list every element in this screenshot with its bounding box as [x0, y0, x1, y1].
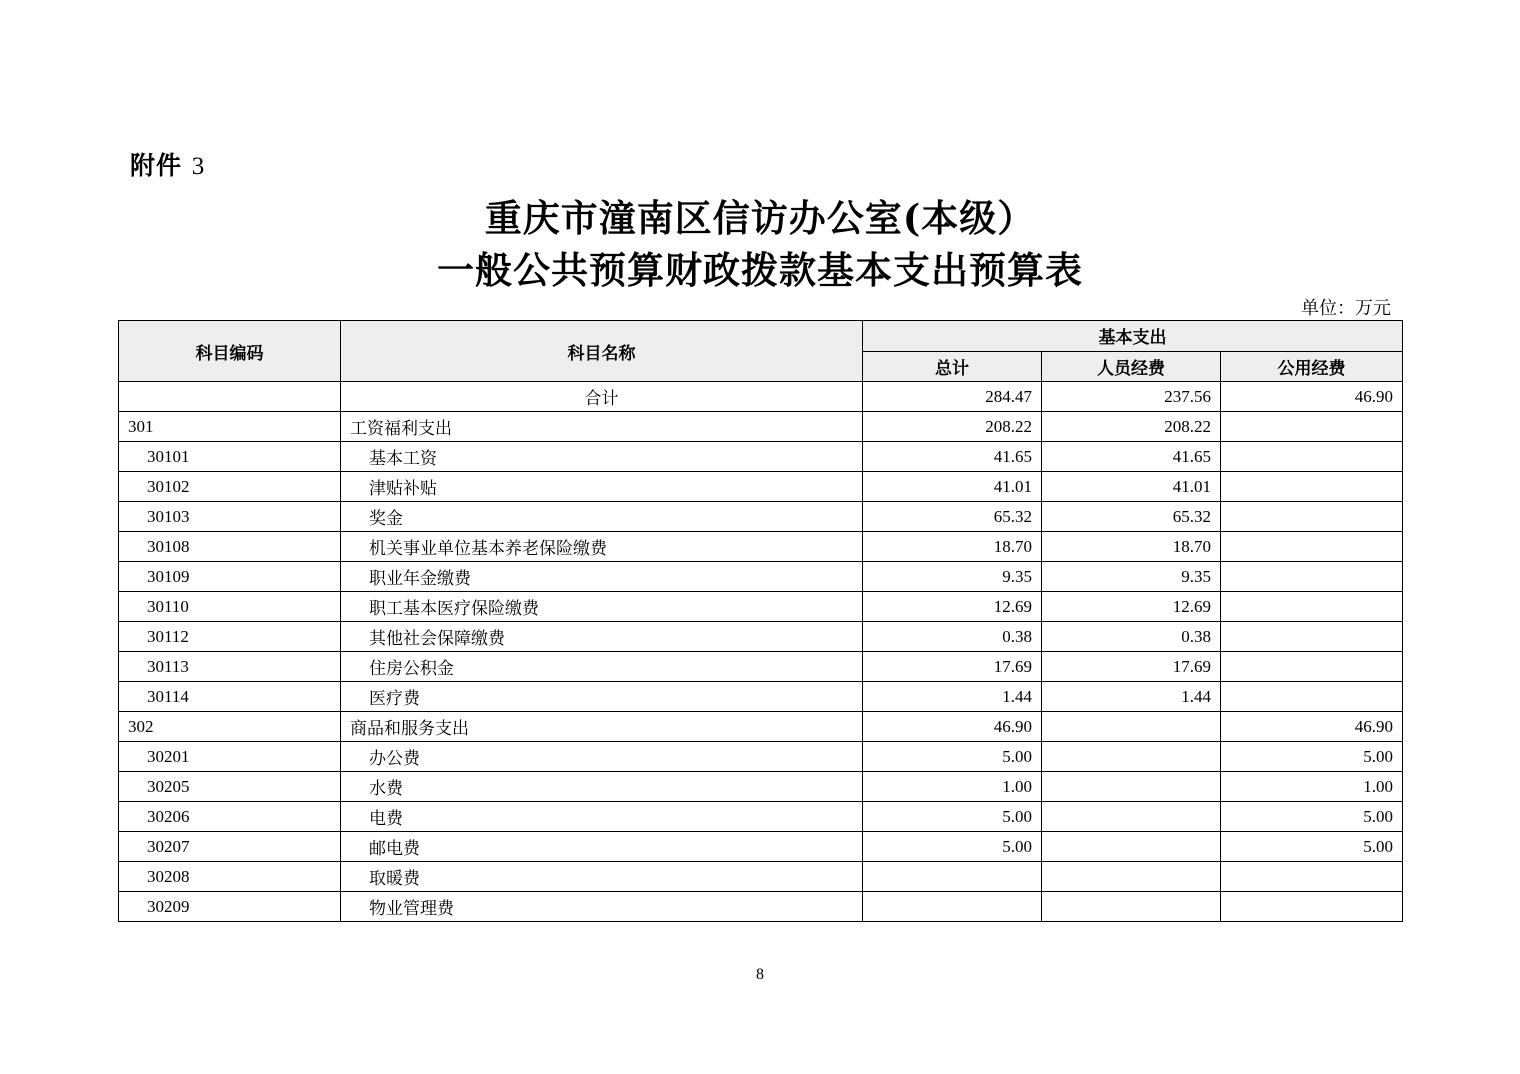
row-code: 30208 — [119, 862, 341, 892]
row-total: 9.35 — [863, 562, 1042, 592]
row-public: 1.00 — [1221, 772, 1403, 802]
table-row — [119, 862, 1403, 892]
table-row — [119, 442, 1403, 472]
row-public: 5.00 — [1221, 802, 1403, 832]
row-personnel: 1.44 — [1042, 682, 1221, 712]
row-total: 18.70 — [863, 532, 1042, 562]
table-row — [119, 412, 1403, 442]
row-personnel: 41.01 — [1042, 472, 1221, 502]
row-total: 46.90 — [863, 712, 1042, 742]
table-row — [119, 802, 1403, 832]
row-code: 302 — [119, 712, 341, 742]
table-row — [119, 622, 1403, 652]
row-code: 30206 — [119, 802, 341, 832]
row-total: 65.32 — [863, 502, 1042, 532]
row-code: 30207 — [119, 832, 341, 862]
row-personnel: 9.35 — [1042, 562, 1221, 592]
row-public — [1221, 532, 1403, 562]
row-total — [863, 862, 1042, 892]
row-total: 5.00 — [863, 802, 1042, 832]
row-total: 17.69 — [863, 652, 1042, 682]
header-total: 总计 — [863, 351, 1042, 382]
row-personnel: 41.65 — [1042, 442, 1221, 472]
row-code: 30112 — [119, 622, 341, 652]
budget-table — [118, 320, 1403, 922]
row-name: 电费 — [341, 802, 863, 832]
row-personnel: 17.69 — [1042, 652, 1221, 682]
row-name: 职业年金缴费 — [341, 562, 863, 592]
row-personnel — [1042, 712, 1221, 742]
row-total: 1.44 — [863, 682, 1042, 712]
row-personnel: 18.70 — [1042, 532, 1221, 562]
total-row-code — [119, 382, 341, 412]
table-row — [119, 562, 1403, 592]
row-name: 办公费 — [341, 742, 863, 772]
table-row — [119, 502, 1403, 532]
row-code: 30113 — [119, 652, 341, 682]
row-public — [1221, 592, 1403, 622]
row-total: 5.00 — [863, 832, 1042, 862]
row-personnel — [1042, 802, 1221, 832]
table-row — [119, 832, 1403, 862]
table-row — [119, 772, 1403, 802]
total-row-public: 46.90 — [1221, 382, 1403, 412]
row-name: 取暖费 — [341, 862, 863, 892]
row-name: 基本工资 — [341, 442, 863, 472]
table-row — [119, 652, 1403, 682]
row-code: 30102 — [119, 472, 341, 502]
table-body — [119, 382, 1403, 922]
row-personnel — [1042, 832, 1221, 862]
row-personnel — [1042, 892, 1221, 922]
total-row — [119, 382, 1403, 412]
row-name: 其他社会保障缴费 — [341, 622, 863, 652]
page-number: 8 — [756, 966, 764, 983]
row-code: 30205 — [119, 772, 341, 802]
attachment-number: 3 — [191, 153, 206, 180]
row-public — [1221, 682, 1403, 712]
row-name: 医疗费 — [341, 682, 863, 712]
row-personnel — [1042, 772, 1221, 802]
row-name: 住房公积金 — [341, 652, 863, 682]
row-name: 工资福利支出 — [341, 412, 863, 442]
row-public — [1221, 472, 1403, 502]
row-total — [863, 892, 1042, 922]
header-code: 科目编码 — [119, 321, 341, 382]
header-basic-expenditure: 基本支出 — [863, 321, 1403, 352]
row-code: 30110 — [119, 592, 341, 622]
row-total: 5.00 — [863, 742, 1042, 772]
row-name: 物业管理费 — [341, 892, 863, 922]
row-public — [1221, 562, 1403, 592]
row-code: 30201 — [119, 742, 341, 772]
row-total: 41.65 — [863, 442, 1042, 472]
header-name: 科目名称 — [341, 321, 863, 382]
table-row — [119, 682, 1403, 712]
row-public — [1221, 652, 1403, 682]
row-name: 水费 — [341, 772, 863, 802]
total-row-name: 合计 — [341, 382, 863, 412]
header-public: 公用经费 — [1221, 351, 1403, 382]
row-public — [1221, 892, 1403, 922]
table-row — [119, 892, 1403, 922]
total-row-total: 284.47 — [863, 382, 1042, 412]
row-code: 30209 — [119, 892, 341, 922]
row-personnel: 12.69 — [1042, 592, 1221, 622]
table-row — [119, 592, 1403, 622]
table-row — [119, 472, 1403, 502]
row-public — [1221, 502, 1403, 532]
total-row-personnel: 237.56 — [1042, 382, 1221, 412]
row-total: 41.01 — [863, 472, 1042, 502]
row-code: 30114 — [119, 682, 341, 712]
row-total: 0.38 — [863, 622, 1042, 652]
row-code: 30101 — [119, 442, 341, 472]
row-name: 奖金 — [341, 502, 863, 532]
row-public — [1221, 442, 1403, 472]
row-name: 邮电费 — [341, 832, 863, 862]
table-row — [119, 712, 1403, 742]
row-total: 208.22 — [863, 412, 1042, 442]
row-code: 30108 — [119, 532, 341, 562]
row-name: 津贴补贴 — [341, 472, 863, 502]
attachment-text: 附件 — [130, 151, 183, 180]
row-personnel — [1042, 742, 1221, 772]
header-personnel: 人员经费 — [1042, 351, 1221, 382]
row-personnel: 0.38 — [1042, 622, 1221, 652]
page-title-line2: 一般公共预算财政拨款基本支出预算表 — [437, 248, 1083, 292]
row-name: 职工基本医疗保险缴费 — [341, 592, 863, 622]
row-name: 机关事业单位基本养老保险缴费 — [341, 532, 863, 562]
row-public: 5.00 — [1221, 742, 1403, 772]
row-public — [1221, 622, 1403, 652]
row-personnel: 65.32 — [1042, 502, 1221, 532]
row-total: 1.00 — [863, 772, 1042, 802]
table-row — [119, 532, 1403, 562]
row-public — [1221, 412, 1403, 442]
attachment-label — [130, 146, 205, 182]
row-name: 商品和服务支出 — [341, 712, 863, 742]
row-code: 30103 — [119, 502, 341, 532]
unit-label: 单位：万元 — [1301, 298, 1391, 319]
row-public — [1221, 862, 1403, 892]
row-public: 5.00 — [1221, 832, 1403, 862]
row-personnel: 208.22 — [1042, 412, 1221, 442]
row-total: 12.69 — [863, 592, 1042, 622]
row-code: 301 — [119, 412, 341, 442]
row-public: 46.90 — [1221, 712, 1403, 742]
table-row — [119, 742, 1403, 772]
row-code: 30109 — [119, 562, 341, 592]
page-title-line1: 重庆市潼南区信访办公室(本级） — [484, 196, 1036, 240]
row-personnel — [1042, 862, 1221, 892]
